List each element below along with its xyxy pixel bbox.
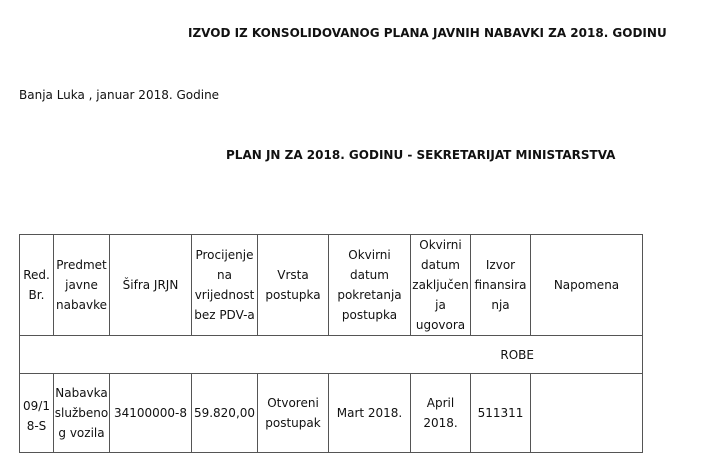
col-header-zakljucenje: Okvirni datum zaključenja ugovora — [411, 235, 471, 336]
cell-izvor: 511311 — [471, 374, 531, 453]
section-row — [20, 336, 643, 374]
plan-subtitle: PLAN JN ZA 2018. GODINU - SEKRETARIJAT MINISTARSTVA — [226, 148, 616, 162]
cell-sifra: 34100000-8 — [110, 374, 192, 453]
cell-postupak: Otvoreni postupak — [258, 374, 329, 453]
cell-napomena — [531, 374, 643, 453]
col-header-sifra: Šifra JRJN — [110, 235, 192, 336]
place-date: Banja Luka , januar 2018. Godine — [19, 88, 220, 102]
col-header-vrijednost: Procijenjena vrijednost bez PDV-a — [192, 235, 258, 336]
col-header-izvor: Izvor finansiranja — [471, 235, 531, 336]
procurement-plan-table — [19, 234, 643, 453]
cell-pokretanje: Mart 2018. — [329, 374, 411, 453]
cell-red-br: 09/18-S — [20, 374, 54, 453]
col-header-predmet: Predmet javne nabavke — [54, 235, 110, 336]
table-row — [20, 374, 643, 453]
cell-predmet: Nabavka službenog vozila — [54, 374, 110, 453]
col-header-pokretanje: Okvirni datum pokretanja postupka — [329, 235, 411, 336]
section-label: ROBE — [500, 347, 534, 362]
table-header-row — [20, 235, 643, 336]
col-header-napomena: Napomena — [531, 235, 643, 336]
document-title: IZVOD IZ KONSOLIDOVANOG PLANA JAVNIH NABAVKI ZA 2018. GODINU — [188, 26, 667, 40]
section-cell — [20, 336, 643, 374]
col-header-postupak: Vrsta postupka — [258, 235, 329, 336]
cell-zakljucenje: April 2018. — [411, 374, 471, 453]
cell-vrijednost: 59.820,00 — [192, 374, 258, 453]
col-header-red-br: Red. Br. — [20, 235, 54, 336]
